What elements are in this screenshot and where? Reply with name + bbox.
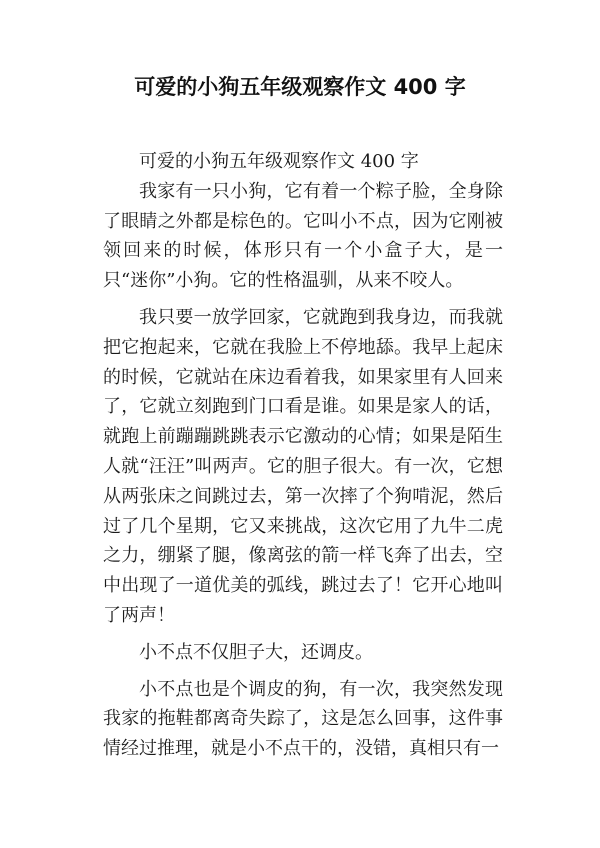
document-body xyxy=(103,147,503,764)
paragraph-daily-life: 我只要一放学回家，它就跑到我身边，而我就把它抱起来，它就在我脸上不停地舔。我早上起床的时候，它就站在床边看着我，如果家里有人回来了，它就立刻跑到门口看是谁。如果是家人的话，就跑上前蹦蹦跳跳表示它激动的心情；如果是陌生人就“汪汪”叫两声。它的胆子很大。有一次，它想从两张床之间跳过去，第一次摔了个狗啃泥，然后过了几个星期，它又来挑战，这次它用了九牛二虎之力，绷紧了腿，像离弦的箭一样飞奔了出去，空中出现了一道优美的弧线，跳过去了！它开心地叫了两声！ xyxy=(103,306,503,626)
paragraph-intro: 我家有一只小狗，它有着一个粽子脸，全身除了眼睛之外都是棕色的。它叫小不点，因为它刚被领回来的时候，体形只有一个小盒子大，是一只“迷你”小狗。它的性格温驯，从来不咬人。 xyxy=(103,180,503,292)
paragraph-subtitle: 可爱的小狗五年级观察作文 400 字 xyxy=(139,151,419,172)
paragraph-naughty: 小不点不仅胆子大，还调皮。 xyxy=(139,641,373,663)
paragraph-slippers: 小不点也是个调皮的狗，有一次，我突然发现我家的拖鞋都离奇失踪了，这是怎么回事，这件事情经过推理，就是小不点干的，没错，真相只有一 xyxy=(103,678,503,760)
document-title: 可爱的小狗五年级观察作文 400 字 xyxy=(134,75,466,99)
